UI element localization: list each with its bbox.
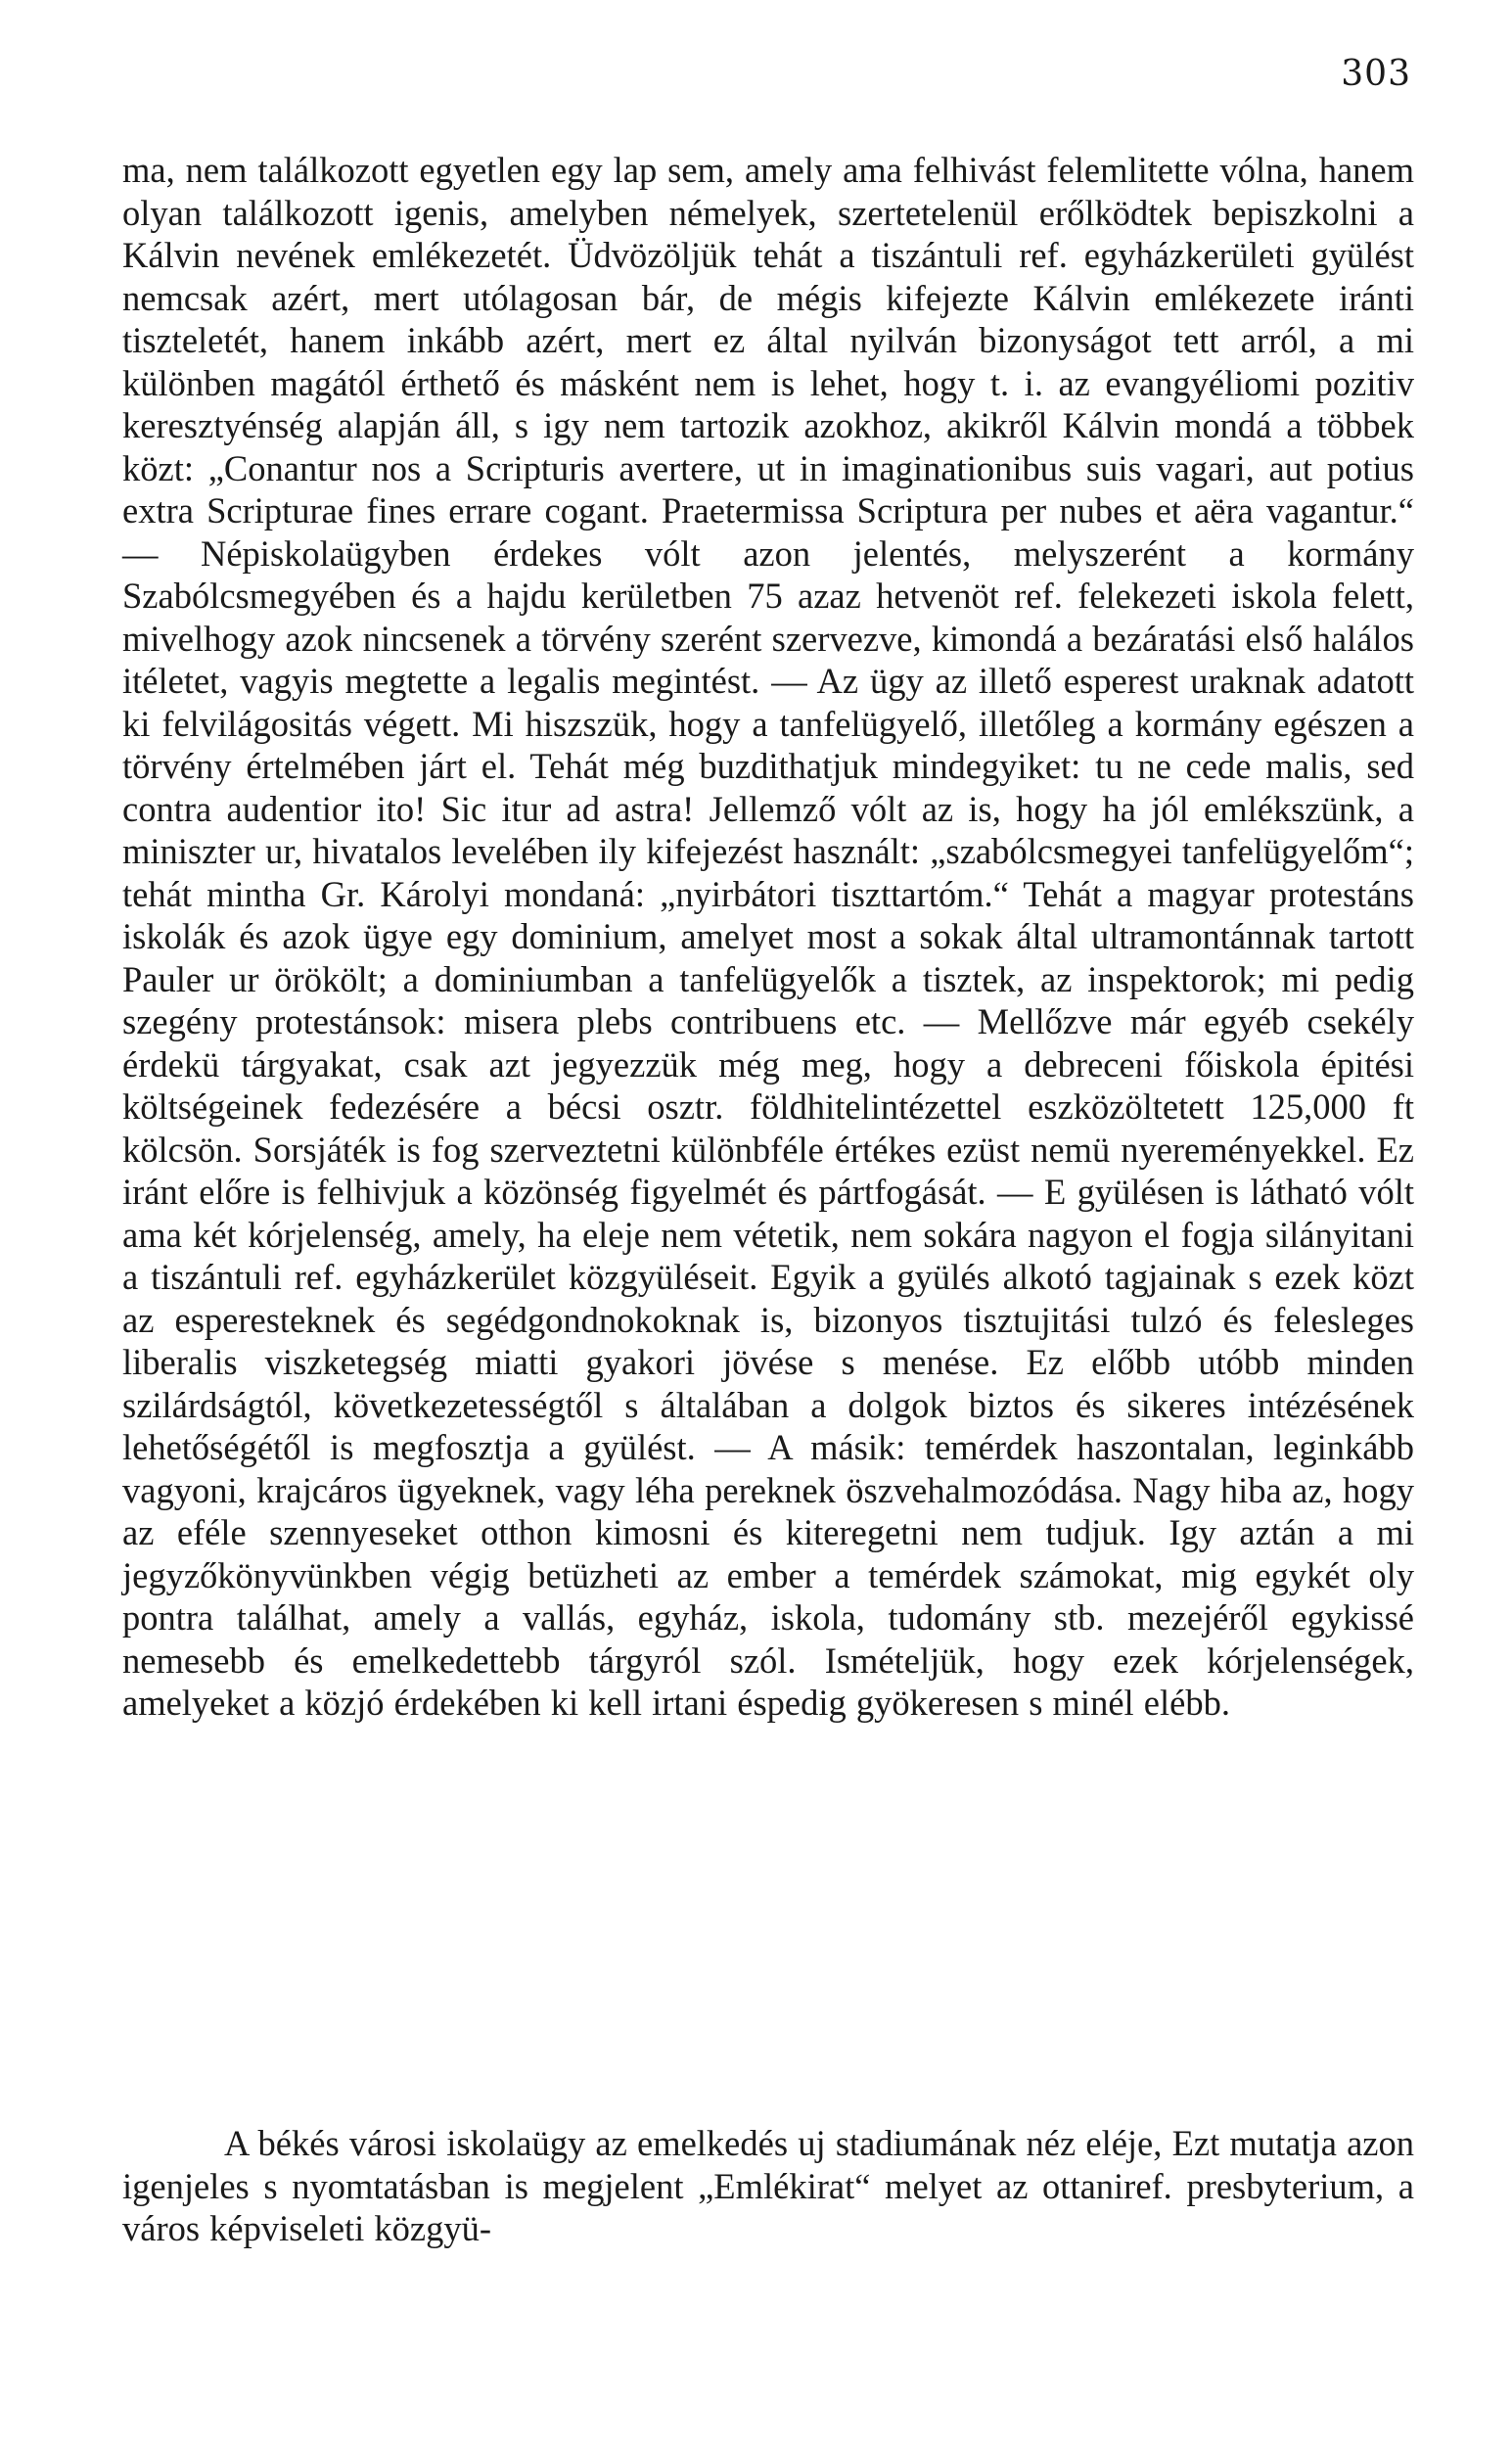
page-number: 303 bbox=[1341, 54, 1411, 94]
body-paragraph-1: ma, nem találkozott egyetlen egy lap sem, amely ama felhivást felemlitette vólna, hanem olyan találkozott igenis, amelyben némelyek, szertetelenül erőlködtek bepiszkolni a Kálvin nevének emlékezetét. Üdvözöljük tehát a tiszántuli ref. egyházkerületi gyülést nemcsak azért, mert utólagosan bár, de mégis kifejezte Kálvin emlékezete iránti tiszteletét, hanem inkább azért, mert ez által nyilván bizonyságot tett arról, a mi különben magától érthető és másként nem is lehet, hogy t. i. az evangyéliomi pozitiv keresztyénség alapján áll, s igy nem tartozik azokhoz, akikről Kálvin mondá a többek közt: „Conantur nos a Scripturis avertere, ut in imaginationibus suis vagari, aut potius extra Scripturae fines errare cogant. Praetermissa Scriptura per nubes et aëra vagantur.“ — Népiskolaügyben érdekes vólt azon jelentés, melyszerént a kormány Szabólcsmegyében és a hajdu kerületben 75 azaz hetvenöt ref. felekezeti iskola felett, mivelhogy azok nincsenek a törvény szerént szervezve, kimondá a bezáratási első halálos itéletet, vagyis megtette a legalis megintést. — Az ügy az illető esperest uraknak adatott ki felvilágositás végett. Mi hiszszük, hogy a tanfelügyelő, illetőleg a kormány egészen a törvény értelmében járt el. Tehát még buzdithatjuk mindegyiket: tu ne cede malis, sed contra audentior ito! Sic itur ad astra! Jellemző vólt az is, hogy ha jól emlékszünk, a miniszter ur, hivatalos levelében ily kifejezést használt: „szabólcsmegyei tanfelügyelőm“; tehát mintha Gr. Károlyi mondaná: „nyirbátori tiszttartóm.“ Tehát a magyar protestáns iskolák és azok ügye egy dominium, amelyet most a sokak által ultramontánnak tartott Pauler ur örökölt; a dominiumban a tanfelügyelők a tisztek, az inspektorok; mi pedig szegény protestánsok: misera plebs contribuens etc. — Mellőzve már egyéb csekély érdekü tárgyakat, csak azt jegyezzük még meg, hogy a debreceni főiskola épitési költségeinek fedezésére a bécsi osztr. földhitelintézettel eszközöltetett 125,000 ft kölcsön. Sorsjáték is fog szerveztetni különbféle értékes ezüst nemü nyereményekkel. Ez iránt előre is felhivjuk a közönség figyelmét és pártfogását. — E gyülésen is látható vólt ama két kórjelenség, amely, ha eleje nem vétetik, nem sokára nagyon el fogja silányitani a tiszántuli ref. egyházkerület közgyüléseit. Egyik a gyülés alkotó tagjainak s ezek közt az esperesteknek és segédgondnokoknak is, bizonyos tisztujitási tulzó és felesleges liberalis viszketegség miatti gyakori jövése s menése. Ez előbb utóbb minden szilárdságtól, következetességtől s általában a dolgok biztos és sikeres intézésének lehetőségétől is megfosztja a gyülést. — A másik: temérdek haszontalan, leginkább vagyoni, krajcáros ügyeknek, vagy léha pereknek öszvehalmozódása. Nagy hiba az, hogy az eféle szennyeseket otthon kimosni és kiteregetni nem tudjuk. Igy aztán a mi jegyzőkönyvünkben végig betüzheti az ember a temérdek számokat, mig egykét oly pontra találhat, amely a vallás, egyház, iskola, tudomány stb. mezejéről egykissé nemesebb és emelkedettebb tárgyról szól. Ismételjük, hogy ezek kórjelenségek, amelyeket a közjó érdekében ki kell irtani éspedig gyökeresen s minél elébb. bbox=[122, 150, 1414, 1723]
body-paragraph-2: A békés városi iskolaügy az emelkedés uj stadiumának néz eléje, Ezt mutatja azon igenjeles s nyomtatásban is megjelent „Emlékirat“ melyet az ottaniref. presbyterium, a város képviseleti közgyü- bbox=[122, 2123, 1414, 2248]
